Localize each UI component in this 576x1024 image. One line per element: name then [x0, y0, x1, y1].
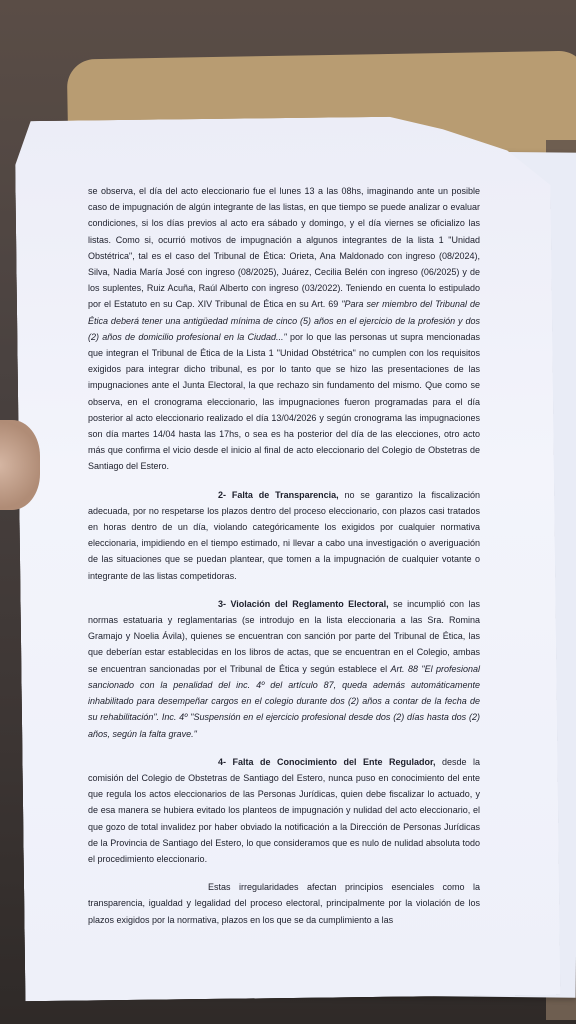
paragraph-5	[88, 879, 480, 928]
paragraph-1	[88, 183, 480, 475]
paragraph-3	[88, 596, 480, 742]
paragraph-1-text-a: se observa, el día del acto eleccionario fue el lunes 13 a las 08hs, imaginando ante un posible caso de impugnación de algún integrante de las listas, en que tiempo se puede analizar o evaluar condiciones, si los días previos al acto era sábado y domingo, y el día viernes se oficializo las listas. Como si, ocurrió motivos de impugnación a algunos integrantes de la lista 1 "Unidad Obstétrica", tal es el caso del Tribunal de Ética: Orieta, Ana Maldonado con ingreso (08/2024), Silva, Nadia María José con ingreso (08/2025), Juárez, Cecilia Belén con ingreso (06/2025) y de los suplentes, Ruiz Acuña, Raúl Alberto con ingreso (03/2022). Teniendo en cuenta lo estipulado por el Estatuto en su Cap. XIV Tribunal de Ética en su Art. 69	[88, 186, 480, 310]
paragraph-2-body: no se garantizo la fiscalización adecuada, por no respetarse los plazos dentro del proceso eleccionario, con plazos casi tratados en horas dentro de un día, violando categóricamente los exigidos por cualquier normativa eleccionaria, impidiendo en el tiempo estimado, ni llevar a cabo una investigación o averiguación de las situaciones que se puedan plantear, que tomen a la impugnación de cualquier votante o integrante de las listas competidoras.	[88, 489, 480, 581]
statute-quote-art-88: Art. 88 "El profesional sancionado con la penalidad del inc. 4º del artículo 87, queda además automáticamente inhabilitado para desempeñar cargos en el colegio durante dos (2) años a contar de la fecha de su rehabilitación". Inc. 4º "Suspensión en el ejercicio profesional desde dos (2) días hasta dos (2) años, según la falta grave."	[88, 663, 480, 739]
heading-falta-conocimiento: 4- Falta de Conocimiento del Ente Regulador,	[218, 756, 436, 767]
paragraph-5-body: Estas irregularidades afectan principios esenciales como la transparencia, igualdad y legalidad del proceso electoral, principalmente por la violación de los plazos exigidos por la normativa, plazos en los que se da cumplimiento a las	[88, 882, 480, 925]
document-text	[88, 183, 480, 928]
paragraph-1-text-b: por lo que las personas ut supra mencionadas que integran el Tribunal de Ética de la Lista 1 "Unidad Obstétrica" no cumplen con los requisitos exigidos para integrar dicho tribunal, es por lo tanto que se hizo las presentaciones de las impugnaciones ante el Junta Electoral, la que rechazo sin fundamento del mismo. Que como se observa, en el cronograma eleccionario, las impugnaciones fueron programadas para el día posterior al acto eleccionario realizado el día 13/04/2026 y según cronograma las impugnaciones son día martes 14/04 hasta las 17hs, o sea es ha posterior del día de las elecciones, otro acto más que confirma el vicio desde el inicio al final de acto eleccionario del Colegio de Obstetras de Santiago del Estero.	[88, 331, 480, 472]
paragraph-4	[88, 754, 480, 867]
paragraph-4-body: desde la comisión del Colegio de Obstetras de Santiago del Estero, nunca puso en conocimiento del ente que regula los actos eleccionarios de las Personas Jurídicas, quien debe fiscalizar lo actuado, y de esa manera se hubiera evitado los planteos de impugnación y nulidad del acto eleccionario, el que gozo de total invalidez por haber obviado la notificación a la Dirección de Personas Jurídicas de la Provincia de Santiago del Estero, lo que consideramos que es nulo de nulidad absoluta todo el procedimiento eleccionario.	[88, 756, 480, 864]
paragraph-2	[88, 487, 480, 584]
heading-falta-transparencia: 2- Falta de Transparencia,	[218, 489, 339, 500]
heading-violacion-reglamento: 3- Violación del Reglamento Electoral,	[218, 598, 389, 609]
statute-quote-art-69: "Para ser miembro del Tribunal de Ética deberá tener una antigüedad mínima de cinco (5) años en el ejercicio de la profesión y dos (2) años de domicilio profesional en la Ciudad..."	[88, 299, 480, 342]
paragraph-3-body: se incumplió con las normas estatuaria y reglamentarias (se introdujo en la lista eleccionaria a las Sra. Romina Gramajo y Noelia Ávila), quienes se encuentran con sanción por parte del Tribunal de Ética, las que deberían estar establecidas en los libros de actas, que se encuentran en el Colegio, ambas se encuentran sancionadas por el Tribunal de Ética y según establece el	[88, 598, 480, 674]
